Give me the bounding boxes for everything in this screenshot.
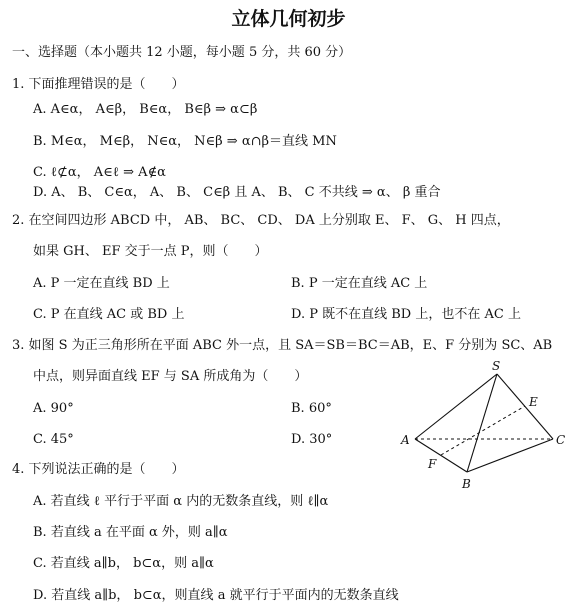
edge-sc: [497, 374, 553, 439]
q2-stem-line1: 2. 在空间四边形 ABCD 中， AB、 BC、 CD、 DA 上分别取 E、 F、 G、 H 四点，: [12, 213, 510, 228]
segment-ef: [441, 406, 525, 455]
q2-stem-line2: 如果 GH、 EF 交于一点 P，则（ ）: [33, 244, 268, 259]
q4-stem: 4. 下列说法正确的是（ ）: [12, 462, 185, 477]
q1-option-c: C. ℓ⊄α， A∈ℓ ⇒ A∉α: [33, 165, 166, 180]
q3-stem-line1: 3. 如图 S 为正三角形所在平面 ABC 外一点，且 SA＝SB＝BC＝AB，E、F 分别为 SC、AB: [12, 338, 553, 353]
q3-stem-line2: 中点，则异面直线 EF 与 SA 所成角为（ ）: [33, 369, 308, 384]
q3-option-b: B. 60°: [291, 401, 332, 416]
label-f: F: [428, 457, 437, 471]
q3-option-d: D. 30°: [291, 432, 333, 447]
edge-bc: [467, 439, 553, 472]
q4-option-a: A. 若直线 ℓ 平行于平面 α 内的无数条直线，则 ℓ∥α: [33, 494, 329, 509]
label-c: C: [556, 433, 566, 447]
q1-stem: 1. 下面推理错误的是（ ）: [12, 77, 185, 92]
q2-option-a: A. P 一定在直线 BD 上: [33, 276, 170, 291]
edge-ab: [415, 439, 467, 472]
q4-option-b: B. 若直线 a 在平面 α 外，则 a∥α: [33, 525, 228, 540]
q1-option-d: D. A、 B、 C∈α， A、 B、 C∈β 且 A、 B、 C 不共线 ⇒ α、 β 重合: [33, 185, 441, 200]
page-title: 立体几何初步: [231, 8, 346, 30]
q2-option-d: D. P 既不在直线 BD 上，也不在 AC 上: [291, 307, 521, 322]
edge-sa: [415, 374, 497, 439]
q3-option-a: A. 90°: [33, 401, 74, 416]
section-heading: 一、选择题（本小题共 12 小题，每小题 5 分，共 60 分）: [12, 45, 352, 60]
q1-option-b: B. M∈α， M∈β， N∈α， N∈β ⇒ α∩β＝直线 MN: [33, 134, 337, 149]
q2-option-b: B. P 一定在直线 AC 上: [291, 276, 428, 291]
q3-option-c: C. 45°: [33, 432, 74, 447]
label-e: E: [529, 395, 538, 409]
q2-option-c: C. P 在直线 AC 或 BD 上: [33, 307, 185, 322]
label-b: B: [462, 477, 471, 491]
q1-option-a: A. A∈α， A∈β， B∈α， B∈β ⇒ α⊂β: [33, 102, 258, 117]
q4-option-c: C. 若直线 a∥b， b⊂α，则 a∥α: [33, 556, 214, 571]
edge-sb: [467, 374, 497, 472]
label-s: S: [492, 359, 501, 373]
q4-option-d: D. 若直线 a∥b， b⊂α，则直线 a 就平行于平面内的无数条直线: [33, 588, 399, 603]
label-a: A: [401, 433, 410, 447]
